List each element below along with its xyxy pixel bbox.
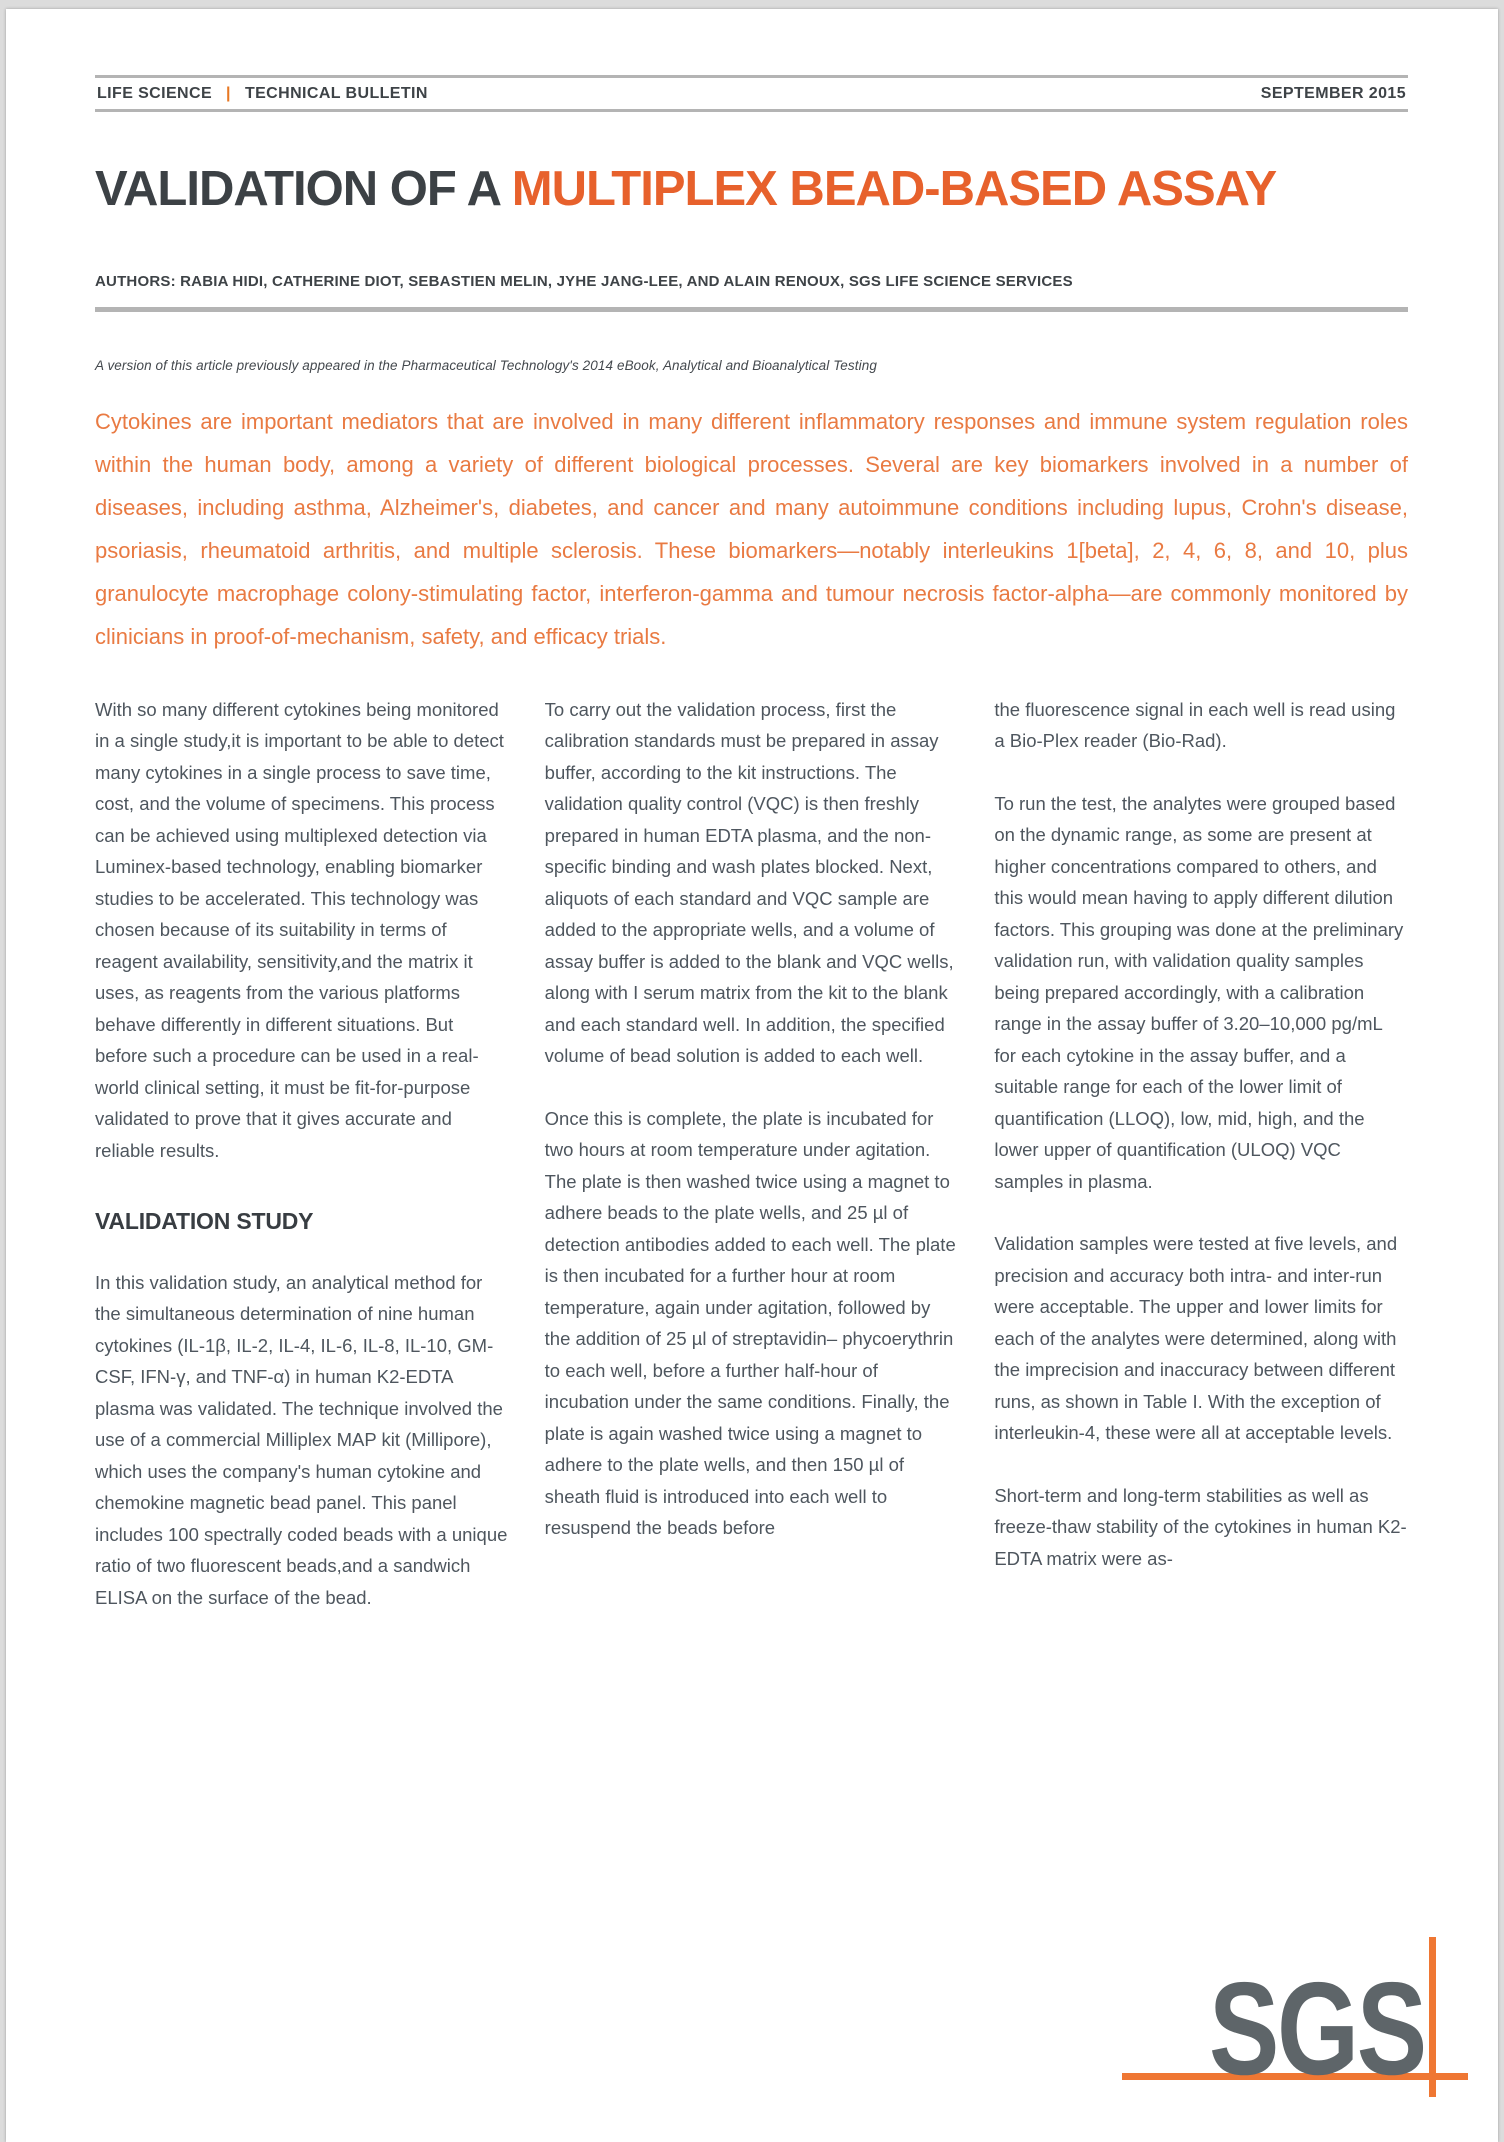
masthead-left: [97, 85, 428, 103]
page-title: [95, 164, 1408, 215]
sgs-logo: [1122, 1927, 1468, 2102]
masthead-date: SEPTEMBER 2015: [1260, 85, 1406, 102]
masthead-separator: |: [226, 85, 231, 102]
column-3: [994, 694, 1408, 1614]
authors-line: AUTHORS: RABIA HIDI, CATHERINE DIOT, SEBASTIEN MELIN, JYHE JANG-LEE, AND ALAIN RENOUX, SGS LIFE SCIENCE SERVICES: [95, 272, 1073, 290]
sgs-logo-text: SGS: [1209, 1954, 1425, 2102]
paragraph: the fluorescence signal in each well is read using a Bio-Plex reader (Bio-Rad).: [994, 698, 1396, 752]
paragraph: In this validation study, an analytical method for the simultaneous determination of nine human cytokines (IL-1β, IL-2, IL-4, IL-6, IL-8, IL-10, GM-CSF, IFN-γ, and TNF-α) in human K2-EDTA plasma was validated. The technique involved the use of a commercial Milliplex MAP kit (Millipore), which uses the company's human cytokine and chemokine magnetic bead panel. This panel includes 100 spectrally coded beads with a unique ratio of two fluorescent beads,and a sandwich ELISA on the surface of the bead.: [95, 1271, 508, 1608]
sgs-logo-vertical-line: [1429, 1937, 1436, 2097]
masthead-bulletin-type: TECHNICAL BULLETIN: [244, 85, 428, 102]
column-1: [95, 694, 509, 1614]
article-columns: [95, 694, 1408, 1614]
section-heading-validation-study: VALIDATION STUDY: [95, 1208, 314, 1235]
masthead: [95, 75, 1408, 112]
article-note: A version of this article previously appeared in the Pharmaceutical Technology's 2014 eBook, Analytical and Bioanalytical Testing: [95, 357, 877, 373]
masthead-category: LIFE SCIENCE: [97, 85, 213, 102]
paragraph: Once this is complete, the plate is incubated for two hours at room temperature under agitation. The plate is then washed twice using a magnet to adhere beads to the plate wells, and 25 µl of detection antibodies added to each well. The plate is then incubated for a further hour at room temperature, again under agitation, followed by the addition of 25 µl of streptavidin– phycoerythrin to each well, before a further half-hour of incubation under the same conditions. Finally, the plate is again washed twice using a magnet to adhere to the plate wells, and then 150 µl of sheath fluid is introduced into each well to resuspend the beads before: [544, 1107, 956, 1539]
page-title-prefix: VALIDATION OF A: [95, 162, 512, 216]
paragraph: Short-term and long-term stabilities as well as freeze-thaw stability of the cytokines in human K2-EDTA matrix were as-: [994, 1484, 1407, 1569]
paragraph: To run the test, the analytes were grouped based on the dynamic range, as some are present at higher concentrations compared to others, and this would mean having to apply different dilution factors. This grouping was done at the preliminary validation run, with validation quality samples being prepared accordingly, with a calibration range in the assay buffer of 3.20–10,000 pg/mL for each cytokine in the assay buffer, and a suitable range for each of the lower limit of quantification (LLOQ), low, mid, high, and the lower upper of quantification (ULOQ) VQC samples in plasma.: [994, 792, 1404, 1192]
paragraph: To carry out the validation process, first the calibration standards must be prepared in assay buffer, according to the kit instructions. The validation quality control (VQC) is then freshly prepared in human EDTA plasma, and the non-specific binding and wash plates blocked. Next, aliquots of each standard and VQC sample are added to the appropriate wells, and a volume of assay buffer is added to the blank and VQC wells, along with I serum matrix from the kit to the blank and each standard well. In addition, the specified volume of bead solution is added to each well.: [544, 698, 954, 1067]
column-2: [545, 694, 959, 1614]
paragraph: Validation samples were tested at five levels, and precision and accuracy both intra- and inter-run were acceptable. The upper and lower limits for each of the analytes were determined, along with the imprecision and inaccuracy between different runs, as shown in Table I. With the exception of interleukin-4, these were all at acceptable levels.: [994, 1233, 1398, 1444]
document-page: [6, 9, 1498, 2142]
page-title-highlight: MULTIPLEX BEAD-BASED ASSAY: [511, 162, 1277, 216]
paragraph: With so many different cytokines being monitored in a single study,it is important to be able to detect many cytokines in a single process to save time, cost, and the volume of specimens. This process can be achieved using multiplexed detection via Luminex-based technology, enabling biomarker studies to be accelerated. This technology was chosen because of its suitability in terms of reagent availability, sensitivity,and the matrix it uses, as reagents from the various platforms behave differently in different situations. But before such a procedure can be used in a real-world clinical setting, it must be fit-for-purpose validated to prove that it gives accurate and reliable results.: [95, 698, 504, 1161]
divider-rule: [95, 307, 1408, 312]
intro-paragraph: Cytokines are important mediators that are involved in many different inflammatory responses and immune system regulation roles within the human body, among a variety of different biological processes. Several are key biomarkers involved in a number of diseases, including asthma, Alzheimer's, diabetes, and cancer and many autoimmune conditions including lupus, Crohn's disease, psoriasis, rheumatoid arthritis, and multiple sclerosis. These biomarkers—notably interleukins 1[beta], 2, 4, 6, 8, and 10, plus granulocyte macrophage colony-stimulating factor, interferon-gamma and tumour necrosis factor-alpha—are commonly monitored by clinicians in proof-of-mechanism, safety, and efficacy trials.: [95, 408, 1408, 649]
